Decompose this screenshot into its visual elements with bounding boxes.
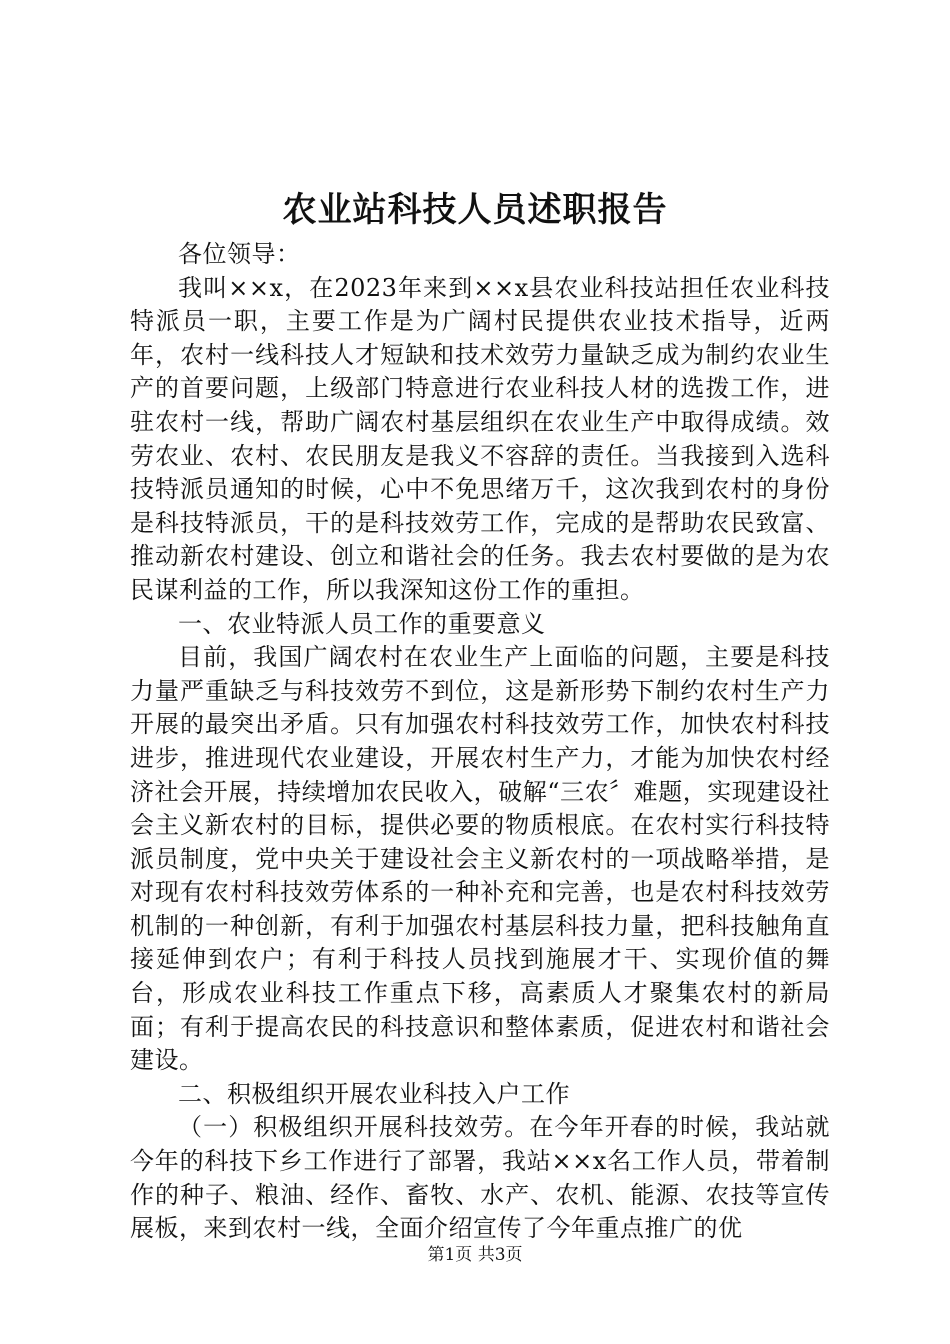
paragraph-significance: 目前，我国广阔农村在农业生产上面临的问题，主要是科技力量严重缺乏与科技效劳不到位，这是新形势下制约农村生产力开展的最突出矛盾。只有加强农村科技效劳工作，加快农村科技进步，推进现代农业建设，开展农村生产力，才能为加快农村经济社会开展，持续增加农民收入，破解“三农〞难题，实现建设社会主义新农村的目标，提供必要的物质根底。在农村实行科技特派员制度，党中央关于建设社会主义新农村的一项战略举措，是对现有农村科技效劳体系的一种补充和完善，也是农村科技效劳机制的一种创新，有利于加强农村基层科技力量，把科技触角直接延伸到农户；有利于科技人员找到施展才干、实现价值的舞台，形成农业科技工作重点下移，高素质人才聚集农村的新局面；有利于提高农民的科技意识和整体素质，促进农村和谐社会建设。 [130,643,830,1075]
document-title: 农业站科技人员述职报告 [282,190,668,230]
paragraph-services: （一）积极组织开展科技效劳。在今年开春的时候，我站就今年的科技下乡工作进行了部署，我站××x名工作人员，带着制作的种子、粮油、经作、畜牧、水产、农机、能源、农技等宣传展板，来到农村一线，全面介绍宣传了今年重点推广的优 [130,1113,830,1243]
paragraph-introduction: 我叫××x，在2023年来到××x县农业科技站担任农业科技特派员一职，主要工作是为广阔村民提供农业技术指导，近两年，农村一线科技人才短缺和技术效劳力量缺乏成为制约农业生产的首要问题，上级部门特意进行农业科技人材的选拨工作，进驻农村一线，帮助广阔农村基层组织在农业生产中取得成绩。效劳农业、农村、农民朋友是我义不容辞的责任。当我接到入选科技特派员通知的时候，心中不免思绪万千，这次我到农村的身份是科技特派员，干的是科技效劳工作，完成的是帮助农民致富、推动新农村建设、创立和谐社会的任务。我去农村要做的是为农民谋利益的工作，所以我深知这份工作的重担。 [130,273,830,604]
paragraph-salutation: 各位领导： [178,240,301,268]
document-body [130,238,830,1246]
section-heading-2: 二、积极组织开展农业科技入户工作 [178,1079,570,1108]
section-heading-1: 一、农业特派人员工作的重要意义 [178,609,546,638]
page-number-footer: 第1页 共3页 [427,1245,523,1265]
